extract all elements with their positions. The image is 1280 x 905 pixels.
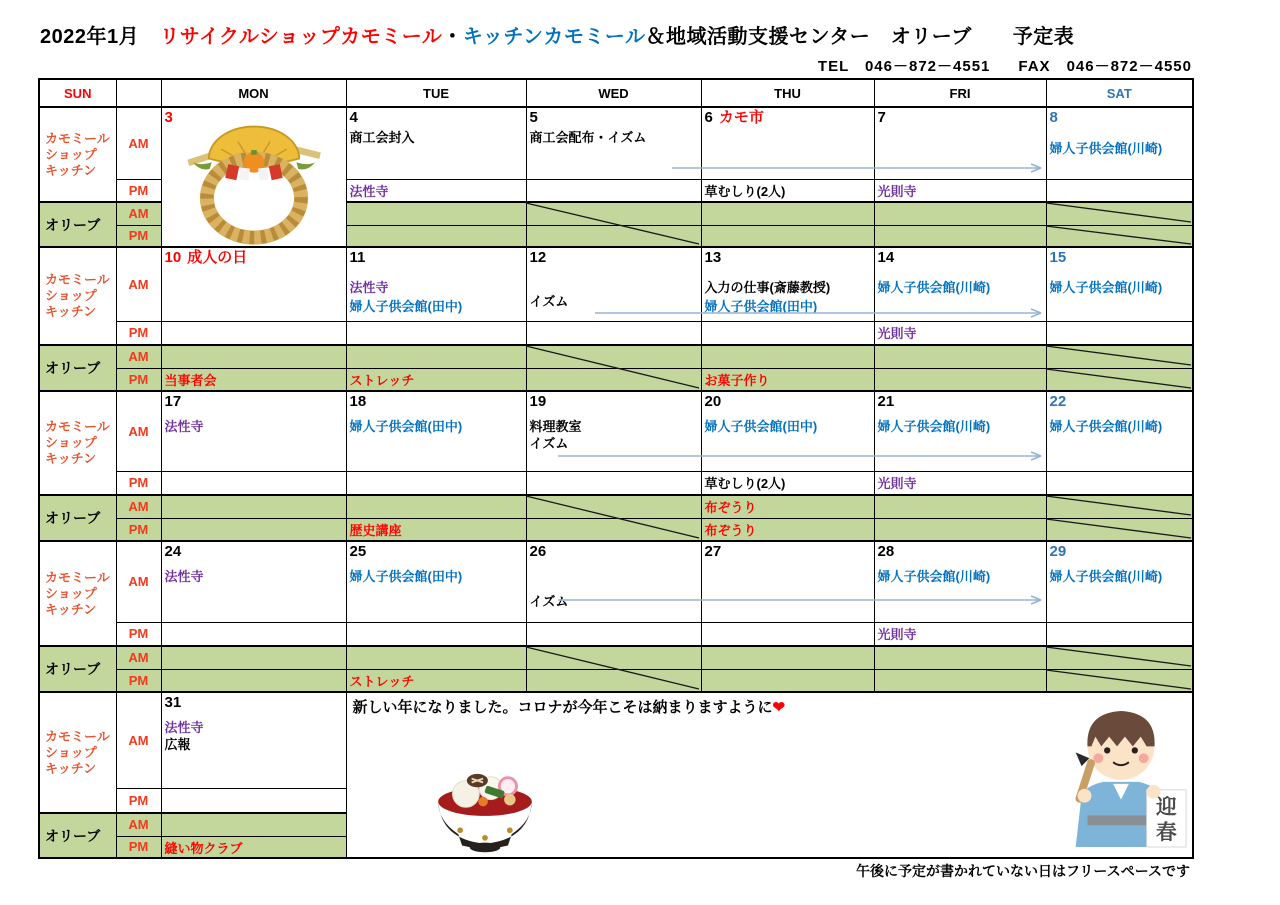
pm-cell	[1046, 179, 1193, 202]
day-number: 3	[164, 109, 173, 126]
event-entry: 法性寺	[164, 720, 204, 735]
event-entry: 当事者会	[164, 372, 217, 388]
olive-pm-cell	[701, 669, 874, 692]
header-FRI: FRI	[874, 79, 1046, 107]
day-number: 18	[349, 393, 367, 410]
tel-number: TEL 046－872－4551	[817, 58, 991, 75]
pm-label: PM	[116, 788, 161, 813]
day-cell-11	[346, 247, 526, 321]
header-WED: WED	[526, 79, 701, 107]
pm-cell	[346, 471, 526, 495]
olive-am-cell	[874, 495, 1046, 518]
olive-am-cell	[1046, 646, 1193, 669]
pm-label: PM	[116, 669, 161, 692]
am-label: AM	[116, 345, 161, 368]
shop-am-row	[39, 107, 1193, 179]
event-entry: 婦人子供会館(川崎)	[1049, 569, 1163, 584]
olive-am-row	[39, 495, 1193, 518]
day-number: 11	[349, 249, 366, 266]
event-entry: 布ぞうり	[704, 522, 757, 538]
am-label: AM	[116, 692, 161, 788]
title-part: キッチンカモミール	[462, 26, 646, 48]
event-entry: 法性寺	[164, 419, 204, 434]
day-number: 4	[349, 109, 358, 126]
olive-pm-cell	[701, 225, 874, 247]
header-blank	[116, 79, 161, 107]
event-entry: 婦人子供会館(田中)	[704, 299, 818, 314]
shop-pm-row	[39, 321, 1193, 345]
day-cell-24	[161, 541, 346, 622]
olive-pm-cell	[346, 518, 526, 541]
olive-pm-cell	[526, 225, 701, 247]
olive-pm-cell	[701, 368, 874, 391]
header-SAT: SAT	[1046, 79, 1193, 107]
pm-cell	[1046, 622, 1193, 646]
olive-pm-cell	[1046, 669, 1193, 692]
shop-am-row	[39, 692, 1193, 788]
olive-am-cell	[161, 813, 346, 836]
am-label: AM	[116, 247, 161, 321]
pm-cell	[701, 321, 874, 345]
event-entry: 商工会封入	[349, 130, 415, 145]
event-entry: お菓子作り	[704, 372, 770, 388]
day-cell-6	[701, 107, 874, 179]
header-row	[39, 79, 1193, 107]
olive-am-cell	[874, 345, 1046, 368]
pm-cell	[526, 622, 701, 646]
olive-am-cell	[346, 495, 526, 518]
event-entry: 婦人子供会館(田中)	[349, 569, 463, 584]
olive-pm-cell	[161, 518, 346, 541]
header-TUE: TUE	[346, 79, 526, 107]
day-cell-28	[874, 541, 1046, 622]
pm-cell	[526, 321, 701, 345]
row-label-shop: カモミール ショップ キッチン	[39, 247, 116, 345]
zoni-bowl-image	[427, 771, 543, 857]
olive-pm-cell	[346, 669, 526, 692]
day-number: 10	[164, 249, 182, 266]
row-label-shop: カモミール ショップ キッチン	[39, 692, 116, 813]
day-number: 14	[877, 249, 895, 266]
contact-info	[818, 55, 1192, 76]
day-cell-29	[1046, 541, 1193, 622]
pm-label: PM	[116, 321, 161, 345]
event-entry: 婦人子供会館(川崎)	[877, 419, 991, 434]
day-cell-25	[346, 541, 526, 622]
header-SUN: SUN	[39, 79, 116, 107]
olive-pm-cell	[874, 518, 1046, 541]
olive-am-cell	[346, 646, 526, 669]
olive-am-cell	[701, 202, 874, 225]
row-label-olive: オリーブ	[39, 646, 116, 692]
event-entry: 婦人子供会館(川崎)	[1049, 280, 1163, 295]
day-cell-14	[874, 247, 1046, 321]
row-label-shop: カモミール ショップ キッチン	[39, 541, 116, 646]
pm-cell	[526, 179, 701, 202]
pm-cell	[701, 622, 874, 646]
event-entry: 草むしり(2人)	[704, 183, 786, 199]
page-title	[40, 20, 1074, 49]
day-cell-18	[346, 391, 526, 471]
event-entry: 婦人子供会館(田中)	[349, 299, 463, 314]
new-year-wreath-image	[174, 120, 334, 246]
olive-pm-cell	[346, 225, 526, 247]
olive-pm-cell	[161, 836, 346, 858]
row-label-olive: オリーブ	[39, 495, 116, 541]
day-number: 22	[1049, 393, 1067, 410]
day-cell-31	[161, 692, 346, 788]
olive-am-cell	[701, 345, 874, 368]
day-number: 25	[349, 543, 367, 560]
olive-am-cell	[1046, 202, 1193, 225]
pm-cell	[526, 471, 701, 495]
event-entry: 入力の仕事(斎藤教授)	[704, 280, 831, 295]
day-number: 28	[877, 543, 895, 560]
event-entry: 光則寺	[877, 475, 917, 491]
event-entry: 婦人子供会館(田中)	[349, 419, 463, 434]
day-number: 29	[1049, 543, 1067, 560]
event-entry: 商工会配布・イズム	[529, 130, 647, 145]
event-entry: 婦人子供会館(川崎)	[1049, 141, 1163, 156]
olive-am-cell	[1046, 345, 1193, 368]
pm-label: PM	[116, 225, 161, 247]
am-label: AM	[116, 391, 161, 471]
greeting-cell	[346, 692, 1193, 858]
olive-pm-cell	[526, 518, 701, 541]
day-number: 12	[529, 249, 547, 266]
olive-pm-row	[39, 669, 1193, 692]
olive-pm-cell	[874, 225, 1046, 247]
am-label: AM	[116, 107, 161, 179]
event-entry: 婦人子供会館(川崎)	[877, 280, 991, 295]
day-cell-26	[526, 541, 701, 622]
olive-am-row	[39, 646, 1193, 669]
day-number: 5	[529, 109, 538, 126]
pm-cell	[874, 179, 1046, 202]
pm-cell	[346, 321, 526, 345]
pm-cell	[161, 788, 346, 813]
footer-note: 午後に予定が書かれていない日はフリースペースです	[855, 863, 1190, 879]
am-label: AM	[116, 541, 161, 622]
event-entry: ストレッチ	[349, 372, 415, 388]
day-number: 15	[1049, 249, 1067, 266]
day-number: 26	[529, 543, 547, 560]
day-number: 27	[704, 543, 722, 560]
row-label-shop: カモミール ショップ キッチン	[39, 391, 116, 495]
olive-am-cell	[526, 495, 701, 518]
day-cell-22	[1046, 391, 1193, 471]
day-cell-8	[1046, 107, 1193, 179]
olive-am-cell	[526, 202, 701, 225]
svg-text:春: 春	[1155, 821, 1177, 845]
pm-cell	[701, 179, 874, 202]
am-label: AM	[116, 813, 161, 836]
olive-pm-cell	[874, 669, 1046, 692]
row-label-olive: オリーブ	[39, 813, 116, 858]
fax-number: FAX 046－872－4550	[1018, 58, 1192, 75]
pm-cell	[1046, 321, 1193, 345]
olive-pm-cell	[701, 518, 874, 541]
pm-cell	[161, 321, 346, 345]
olive-am-cell	[874, 202, 1046, 225]
olive-pm-row	[39, 518, 1193, 541]
schedule-table-host	[38, 78, 1194, 859]
pm-label: PM	[116, 179, 161, 202]
olive-pm-cell	[346, 368, 526, 391]
pm-label: PM	[116, 368, 161, 391]
olive-am-cell	[346, 202, 526, 225]
day-label: カモ市	[718, 109, 764, 126]
shop-am-row	[39, 247, 1193, 321]
day-number: 13	[704, 249, 722, 266]
row-label-olive: オリーブ	[39, 202, 116, 247]
shop-pm-row	[39, 622, 1193, 646]
pm-cell	[346, 179, 526, 202]
pm-label: PM	[116, 471, 161, 495]
day-number: 17	[164, 393, 182, 410]
title-part: ＆地域活動支援センター オリーブ 予定表	[645, 26, 1075, 48]
pm-cell	[874, 622, 1046, 646]
event-entry: 婦人子供会館(川崎)	[1049, 419, 1163, 434]
day-cell-19	[526, 391, 701, 471]
shop-pm-row	[39, 471, 1193, 495]
event-entry: 歴史講座	[349, 522, 402, 538]
day-cell-12	[526, 247, 701, 321]
day-number: 20	[704, 393, 722, 410]
event-entry: イズム	[529, 594, 569, 609]
olive-am-cell	[161, 345, 346, 368]
day-cell-5	[526, 107, 701, 179]
day-cell-20	[701, 391, 874, 471]
event-entry: 料理教室	[529, 419, 582, 434]
title-part: 2022年1月	[40, 26, 160, 48]
day-cell-4	[346, 107, 526, 179]
day-cell-21	[874, 391, 1046, 471]
event-entry: 草むしり(2人)	[704, 475, 786, 491]
title-part: ・	[442, 26, 463, 48]
olive-am-cell	[161, 495, 346, 518]
olive-pm-cell	[526, 368, 701, 391]
event-entry: 婦人子供会館(川崎)	[877, 569, 991, 584]
day-number: 19	[529, 393, 547, 410]
event-entry: ストレッチ	[349, 673, 415, 689]
row-label-shop: カモミール ショップ キッチン	[39, 107, 116, 202]
olive-pm-cell	[161, 368, 346, 391]
day-cell-17	[161, 391, 346, 471]
shop-am-row	[39, 541, 1193, 622]
header-MON: MON	[161, 79, 346, 107]
day-cell-15	[1046, 247, 1193, 321]
event-entry: 婦人子供会館(田中)	[704, 419, 818, 434]
svg-text:迎: 迎	[1155, 795, 1177, 819]
olive-pm-cell	[1046, 368, 1193, 391]
pm-cell	[346, 622, 526, 646]
day-number: 31	[164, 694, 182, 711]
day-label: 成人の日	[187, 249, 248, 266]
olive-am-cell	[526, 345, 701, 368]
pm-label: PM	[116, 836, 161, 858]
row-label-olive: オリーブ	[39, 345, 116, 391]
pm-label: PM	[116, 622, 161, 646]
event-entry: 法性寺	[349, 183, 389, 199]
olive-am-cell	[526, 646, 701, 669]
day-cell-10	[161, 247, 346, 321]
pm-label: PM	[116, 518, 161, 541]
schedule-table	[38, 78, 1194, 859]
shop-am-row	[39, 391, 1193, 471]
day-number: 6	[704, 109, 713, 126]
day-number: 7	[877, 109, 886, 126]
event-entry: 布ぞうり	[704, 500, 757, 515]
olive-pm-cell	[874, 368, 1046, 391]
olive-am-cell	[701, 495, 874, 518]
event-entry: 広報	[164, 737, 191, 752]
pm-cell	[1046, 471, 1193, 495]
title-part: リサイクルショップカモミール	[159, 26, 443, 48]
event-entry: イズム	[529, 294, 569, 309]
am-label: AM	[116, 646, 161, 669]
olive-am-cell	[701, 646, 874, 669]
event-entry: 光則寺	[877, 626, 917, 642]
olive-am-cell	[161, 646, 346, 669]
pm-cell	[701, 471, 874, 495]
am-label: AM	[116, 202, 161, 225]
pm-cell	[874, 471, 1046, 495]
olive-pm-cell	[161, 669, 346, 692]
header-THU: THU	[701, 79, 874, 107]
day-cell-13	[701, 247, 874, 321]
day-cell-7	[874, 107, 1046, 179]
day-number: 21	[877, 393, 895, 410]
heart-icon: ❤	[772, 699, 786, 716]
olive-pm-cell	[1046, 225, 1193, 247]
event-entry: 縫い物クラブ	[164, 840, 243, 856]
day-number: 8	[1049, 109, 1058, 126]
day-cell-27	[701, 541, 874, 622]
event-entry: 法性寺	[164, 569, 204, 584]
event-entry: イズム	[529, 436, 569, 451]
olive-am-cell	[874, 646, 1046, 669]
event-entry: 法性寺	[349, 280, 389, 295]
olive-pm-cell	[526, 669, 701, 692]
pm-cell	[161, 622, 346, 646]
olive-pm-cell	[1046, 518, 1193, 541]
olive-am-cell	[1046, 495, 1193, 518]
day-number: 24	[164, 543, 182, 560]
greeting-message: 新しい年になりました。コロナが今年こそは納まりますように❤	[352, 699, 786, 716]
pm-cell	[161, 471, 346, 495]
olive-pm-row	[39, 368, 1193, 391]
pm-cell	[874, 321, 1046, 345]
day-cell-3	[161, 107, 346, 247]
olive-am-cell	[346, 345, 526, 368]
am-label: AM	[116, 495, 161, 518]
calligraphy-boy-image	[1052, 701, 1190, 851]
olive-am-row	[39, 345, 1193, 368]
event-entry: 光則寺	[877, 183, 917, 199]
event-entry: 光則寺	[877, 325, 917, 341]
